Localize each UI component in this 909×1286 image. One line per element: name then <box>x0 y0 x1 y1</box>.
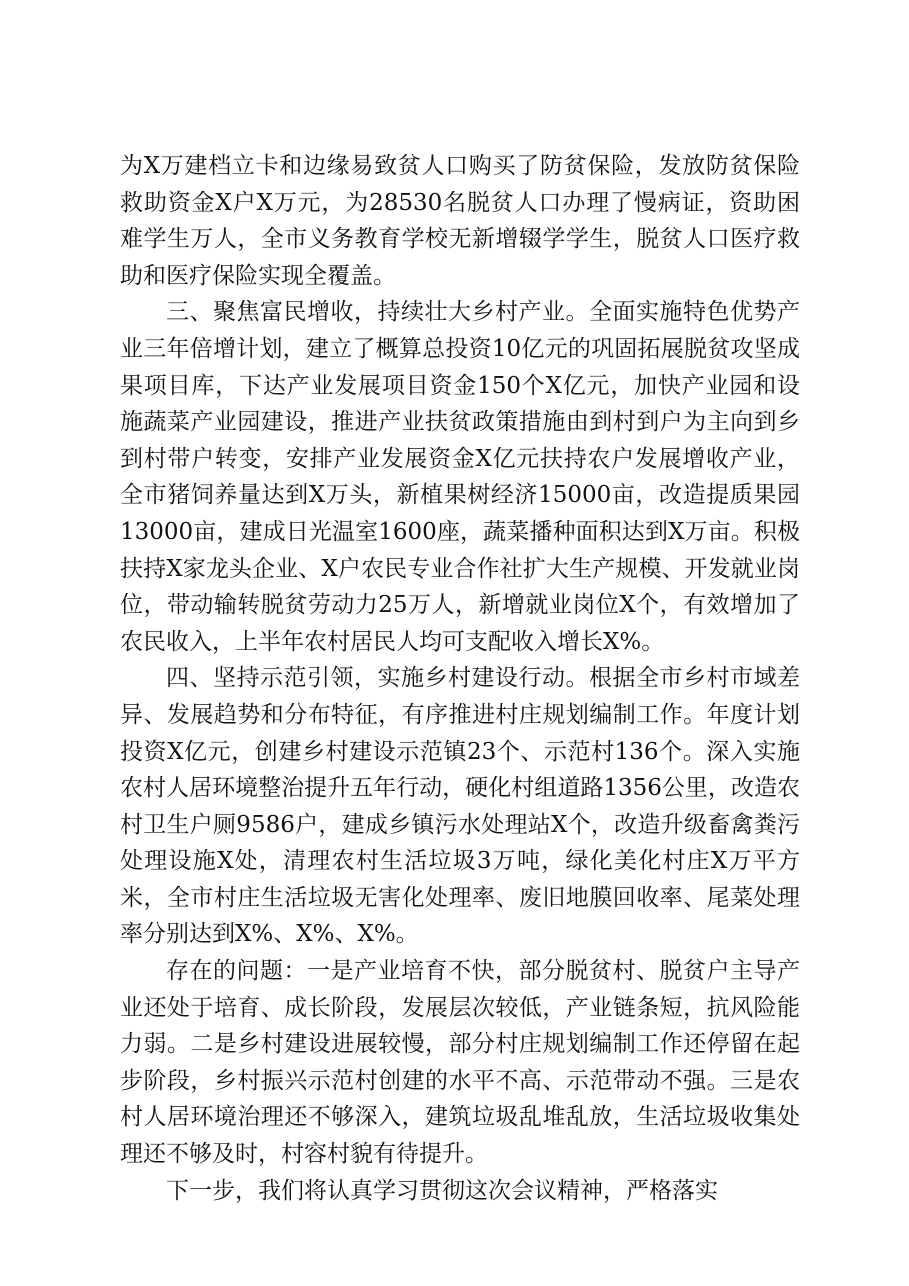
paragraph-continued: 为X万建档立卡和边缘易致贫人口购买了防贫保险，发放防贫保险救助资金X户X万元，为28530名脱贫人口办理了慢病证，资助困难学生万人，全市义务教育学校无新增辍学学生，脱贫人口医疗救助和医疗保险实现全覆盖。 <box>120 153 800 289</box>
paragraph-section-three: 三、聚焦富民增收，持续壮大乡村产业。全面实施特色优势产业三年倍增计划，建立了概算总投资10亿元的巩固拓展脱贫攻坚成果项目库，下达产业发展项目资金150个X亿元，加快产业园和设施蔬菜产业园建设，推进产业扶贫政策措施由到村到户为主向到乡到村带户转变，安排产业发展资金X亿元扶持农户发展增收产业，全市猪饲养量达到X万头，新植果树经济15000亩，改造提质果园13000亩，建成日光温室1600座，蔬菜播种面积达到X万亩。积极扶持X家龙头企业、X户农民专业合作社扩大生产规模、开发就业岗位，带动输转脱贫劳动力25万人，新增就业岗位X个，有效增加了农民收入，上半年农村居民人均可支配收入增长X%。 <box>120 299 800 655</box>
paragraph-problems: 存在的问题：一是产业培育不快，部分脱贫村、脱贫户主导产业还处于培育、成长阶段，发展层次较低，产业链条短，抗风险能力弱。二是乡村建设进展较慢，部分村庄规划编制工作还停留在起步阶段，乡村振兴示范村创建的水平不高、示范带动不强。三是农村人居环境治理还不够深入，建筑垃圾乱堆乱放，生活垃圾收集处理还不够及时，村容村貌有待提升。 <box>120 958 800 1168</box>
paragraph-next-steps: 下一步，我们将认真学习贯彻这次会议精神，严格落实 <box>166 1177 718 1204</box>
document-body <box>120 148 800 1209</box>
paragraph-section-four: 四、坚持示范引领，实施乡村建设行动。根据全市乡村市域差异、发展趋势和分布特征，有序推进村庄规划编制工作。年度计划投资X亿元，创建乡村建设示范镇23个、示范村136个。深入实施农村人居环境整治提升五年行动，硬化村组道路1356公里，改造农村卫生户厕9586户，建成乡镇污水处理站X个，改造升级畜禽粪污处理设施X处，清理农村生活垃圾3万吨，绿化美化村庄X万平方米，全市村庄生活垃圾无害化处理率、废旧地膜回收率、尾菜处理率分别达到X%、X%、X%。 <box>120 665 800 948</box>
